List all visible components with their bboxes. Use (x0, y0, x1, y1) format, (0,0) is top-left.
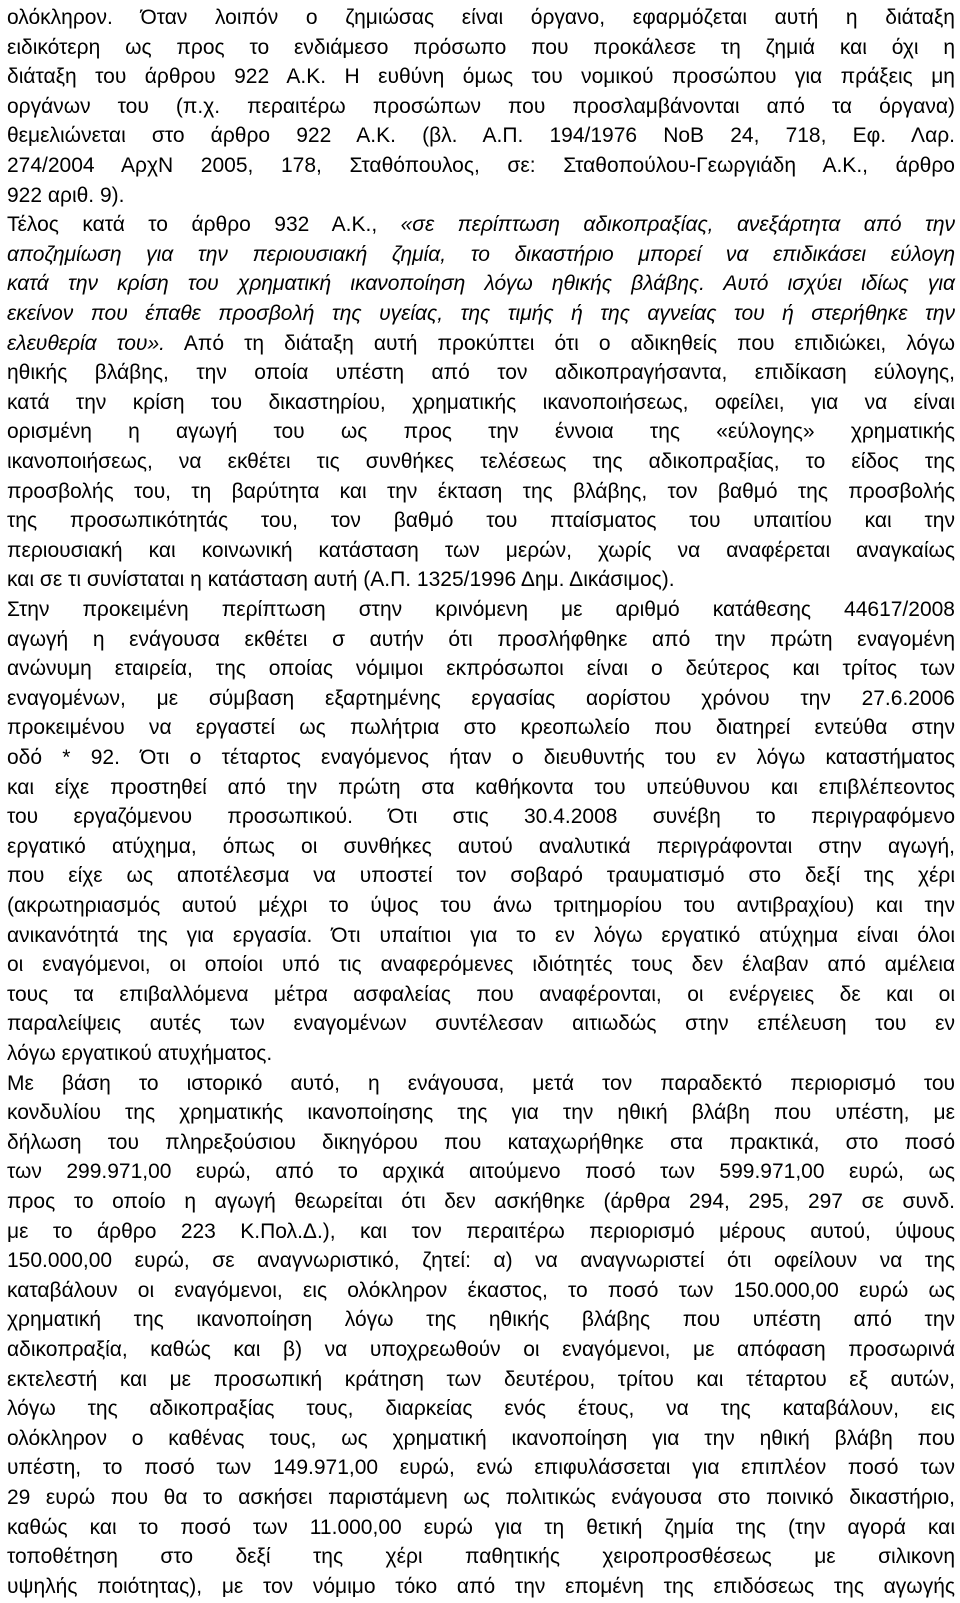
body-text: ορισμένη η αγωγή του ως προς την έννοια της «εύλογης» χρηματικής (7, 420, 955, 444)
body-text: ηθικής βλάβης, την οποία υπέστη από τον αδικοπραγήσαντα, επιδίκαση εύλογης, (7, 361, 955, 385)
text-line (7, 1216, 955, 1248)
text-line (7, 1127, 955, 1159)
body-text: καταβάλουν οι εναγόμενοι, εις ολόκληρον έκαστος, το ποσό των 150.000,00 ευρώ ως (7, 1278, 955, 1302)
text-line (7, 890, 955, 922)
italic-quote-text: εκείνον που έπαθε προσβολή της υγείας, της τιμής ή της αγνείας του ή στερήθηκε την (7, 302, 955, 325)
text-line (7, 1304, 955, 1336)
body-text: οργάνων του (π.χ. περαιτέρω προσώπων που προσλαμβάνονται από τα όργανα) (7, 94, 955, 118)
text-line (7, 61, 955, 93)
text-line (7, 742, 955, 774)
text-line (7, 979, 955, 1011)
body-text: υπέστη, το ποσό των 149.971,00 ευρώ, ενώ επιφυλάσσεται για επιπλέον ποσό των (7, 1456, 955, 1480)
italic-quote-text: «σε περίπτωση αδικοπραξίας, ανεξάρτητα από την (400, 213, 955, 237)
body-text: 150.000,00 ευρώ, σε αναγνωριστικό, ζητεί: α) να αναγνωριστεί ότι οφείλουν να της (7, 1249, 955, 1273)
text-line (7, 1512, 955, 1544)
text-line (7, 831, 955, 863)
text-line (7, 1156, 955, 1188)
body-text: θεμελιώνεται στο άρθρο 922 Α.Κ. (βλ. Α.Π. 194/1976 ΝοΒ 24, 718, Εφ. Λαρ. (7, 124, 955, 148)
text-line (7, 1541, 955, 1573)
body-text: οδό * 92. Ότι ο τέταρτος εναγόμενος ήταν ο διευθυντής του εν λόγω καταστήματος (7, 746, 955, 769)
body-text: (ακρωτηριασμός αυτού μέχρι το ύψος του άνω τριτημορίου του αντιβραχίου) και την (7, 894, 955, 917)
body-text: αγωγή η ενάγουσα εκθέτει σ αυτήν ότι προσλήφθηκε από την πρώτη εναγομένη (7, 627, 955, 651)
text-line (7, 1008, 955, 1040)
text-line (7, 2, 955, 34)
body-text: της προσωπικότητάς του, τον βαθμό του πταίσματος του υπαιτίου και την (7, 509, 955, 533)
text-line (7, 505, 955, 537)
body-text: περιουσιακή και κοινωνική κατάσταση των μερών, χωρίς να αναφέρεται αναγκαίως (7, 538, 955, 562)
body-text: Τέλος κατά το άρθρο 932 Α.Κ., (7, 213, 401, 237)
text-line (7, 801, 955, 833)
text-line (7, 564, 955, 596)
body-text: εναγομένων, με σύμβαση εξαρτημένης εργασίας αορίστου χρόνου την 27.6.2006 (7, 686, 955, 710)
text-line (7, 653, 955, 685)
body-text: τοποθέτηση στο δεξί της χέρι παθητικής χειροπροσθέσεως με σιλικονη (7, 1545, 955, 1569)
body-text: λόγω εργατικού ατυχήματος. (7, 1042, 273, 1065)
text-line (7, 712, 955, 744)
body-text: και σε τι συνίσταται η κατάσταση αυτή (Α.Π. 1325/1996 Δημ. Δικάσιμος). (7, 568, 675, 592)
body-text: τους τα επιβαλλόμενα μέτρα ασφαλείας που αναφέρονται, οι ενέργειες δε και οι (7, 982, 955, 1006)
text-line (7, 1364, 955, 1396)
text-line (7, 949, 955, 981)
text-line (7, 1038, 955, 1070)
text-line (7, 1186, 955, 1218)
text-line (7, 387, 955, 419)
body-text: υψηλής ποιότητας), με τον νόμιμο τόκο από την επομένη της επιδόσεως της αγωγής (7, 1574, 955, 1598)
text-line (7, 150, 955, 182)
body-text: ανώνυμη εταιρεία, της οποίας νόμιμοι εκπρόσωποι είναι ο δεύτερος και τρίτος των (7, 657, 955, 681)
text-line (7, 920, 955, 952)
body-text: και είχε προστηθεί από την πρώτη στα καθήκοντα του υπεύθυνου και επιβλέπεοντος (7, 775, 955, 799)
body-text: εκτελεστή και με προσωπική κράτηση των δευτέρου, τρίτου και τέταρτου εξ αυτών, (7, 1367, 955, 1391)
body-text: προκειμένου να εργαστεί ως πωλήτρια στο κρεοπωλείο που διατηρεί εντεύθα στην (7, 716, 955, 740)
text-line (7, 860, 955, 892)
body-text: λόγω της αδικοπραξίας τους, διαρκείας ενός έτους, να της καταβάλουν, εις (7, 1397, 955, 1421)
text-line (7, 624, 955, 656)
text-line (7, 416, 955, 448)
body-text: Από τη διάταξη αυτή προκύπτει ότι ο αδικηθείς που επιδιώκει, λόγω (164, 331, 955, 355)
body-text: δήλωση του πληρεξούσιου δικηγόρου που καταχωρήθηκε στα πρακτικά, στο ποσό (7, 1130, 955, 1154)
body-text: παραλείψεις αυτές των εναγομένων συντέλεσαν αιτιωδώς στην επέλευση του εν (7, 1012, 955, 1036)
text-line (7, 1571, 955, 1603)
body-text: ειδικότερη ως προς το ενδιάμεσο πρόσωπο που προκάλεσε τη ζημιά και όχι η (7, 35, 955, 59)
body-text: των 299.971,00 ευρώ, από το αρχικά αιτούμενο ποσό των 599.971,00 ευρώ, ως (7, 1160, 955, 1184)
body-text: που είχε ως αποτέλεσμα να υποστεί τον σοβαρό τραυματισμό στο δεξί της χέρι (7, 864, 955, 888)
body-text: καθώς και το ποσό των 11.000,00 ευρώ για τη θετική ζημία της (την αγορά και (7, 1515, 955, 1539)
text-line (7, 328, 955, 360)
text-line (7, 1452, 955, 1484)
body-text: κονδυλίου της χρηματικής ικανοποίησης της για την ηθική βλάβη που υπέστη, με (7, 1101, 955, 1125)
text-line (7, 683, 955, 715)
body-text: 274/2004 ΑρχΝ 2005, 178, Σταθόπουλος, σε: Σταθοπούλου-Γεωργιάδη Α.Κ., άρθρο (7, 154, 955, 177)
body-text: χρηματική της ικανοποίηση λόγω της ηθικής βλάβης που υπέστη από την (7, 1308, 955, 1332)
body-text: Με βάση το ιστορικό αυτό, η ενάγουσα, μετά τον παραδεκτό περιορισμό του (7, 1071, 955, 1095)
body-text: με το άρθρο 223 Κ.Πολ.Δ.), και τον περαιτέρω περιορισμό μέρους αυτού, ύψους (7, 1219, 955, 1243)
text-line (7, 535, 955, 567)
italic-quote-text: κατά την κρίση του χρηματική ικανοποίηση λόγω ηθικής βλάβης. Αυτό ισχύει ιδίως για (7, 272, 955, 296)
body-text: διάταξη του άρθρου 922 Α.Κ. Η ευθύνη όμως του νομικού προσώπου για πράξεις μη (7, 65, 955, 89)
text-line (7, 298, 955, 330)
text-line (7, 209, 955, 241)
text-line (7, 91, 955, 123)
text-line (7, 1423, 955, 1455)
text-line (7, 1275, 955, 1307)
text-line (7, 357, 955, 389)
text-line (7, 1068, 955, 1100)
text-line (7, 1482, 955, 1514)
text-line (7, 180, 955, 212)
text-line (7, 772, 955, 804)
text-line (7, 476, 955, 508)
body-text: Στην προκειμένη περίπτωση στην κρινόμενη με αριθμό κατάθεσης 44617/2008 (7, 598, 955, 621)
body-text: προσβολής του, τη βαρύτητα και την έκταση της βλάβης, τον βαθμό της προσβολής (7, 479, 955, 503)
text-line (7, 239, 955, 271)
body-text: 29 ευρώ που θα το ασκήσει παριστάμενη ως πολιτικώς ενάγουσα στο ποινικό δικαστήριο, (7, 1486, 955, 1509)
text-line (7, 268, 955, 300)
body-text: αδικοπραξία, καθώς και β) να υποχρεωθούν οι εναγόμενοι, με απόφαση προσωρινά (7, 1338, 955, 1361)
italic-quote-text: ελευθερία του». (7, 331, 165, 355)
text-line (7, 446, 955, 478)
text-line (7, 1334, 955, 1366)
text-line (7, 1097, 955, 1129)
body-text: ανικανότητά της για εργασία. Ότι υπαίτιοι για το εν λόγω εργατικό ατύχημα είναι όλοι (7, 923, 955, 947)
body-text: 922 αριθ. 9). (7, 183, 125, 207)
body-text: οι εναγόμενοι, οι οποίοι υπό τις αναφερόμενες ιδιότητές τους δεν έλαβαν από αμέλεια (7, 953, 955, 977)
text-line (7, 1245, 955, 1277)
italic-quote-text: αποζημίωση για την περιουσιακή ζημία, το δικαστήριο μπορεί να επιδικάσει εύλογη (7, 242, 955, 266)
body-text: ολόκληρον ο καθένας τους, ως χρηματική ικανοποίηση για την ηθική βλάβη που (7, 1426, 955, 1450)
body-text: εργατικό ατύχημα, όπως οι συνθήκες αυτού αναλυτικά περιγράφονται στην αγωγή, (7, 834, 955, 858)
body-text: ικανοποιήσεως, να εκθέτει τις συνθήκες τελέσεως της αδικοπραξίας, το είδος της (7, 450, 955, 473)
body-text: ολόκληρον. Όταν λοιπόν ο ζημιώσας είναι όργανο, εφαρμόζεται αυτή η διάταξη (7, 6, 955, 29)
body-text: προς το οποίο η αγωγή θεωρείται ότι δεν ασκήθηκε (άρθρα 294, 295, 297 σε συνδ. (7, 1190, 955, 1213)
body-text: κατά την κρίση του δικαστηρίου, χρηματικής ικανοποιήσεως, οφείλει, για να είναι (7, 390, 955, 414)
text-line (7, 120, 955, 152)
text-line (7, 32, 955, 64)
body-text: του εργαζόμενου προσωπικού. Ότι στις 30.4.2008 συνέβη το περιγραφόμενο (7, 805, 955, 829)
text-line (7, 594, 955, 626)
text-line (7, 1393, 955, 1425)
